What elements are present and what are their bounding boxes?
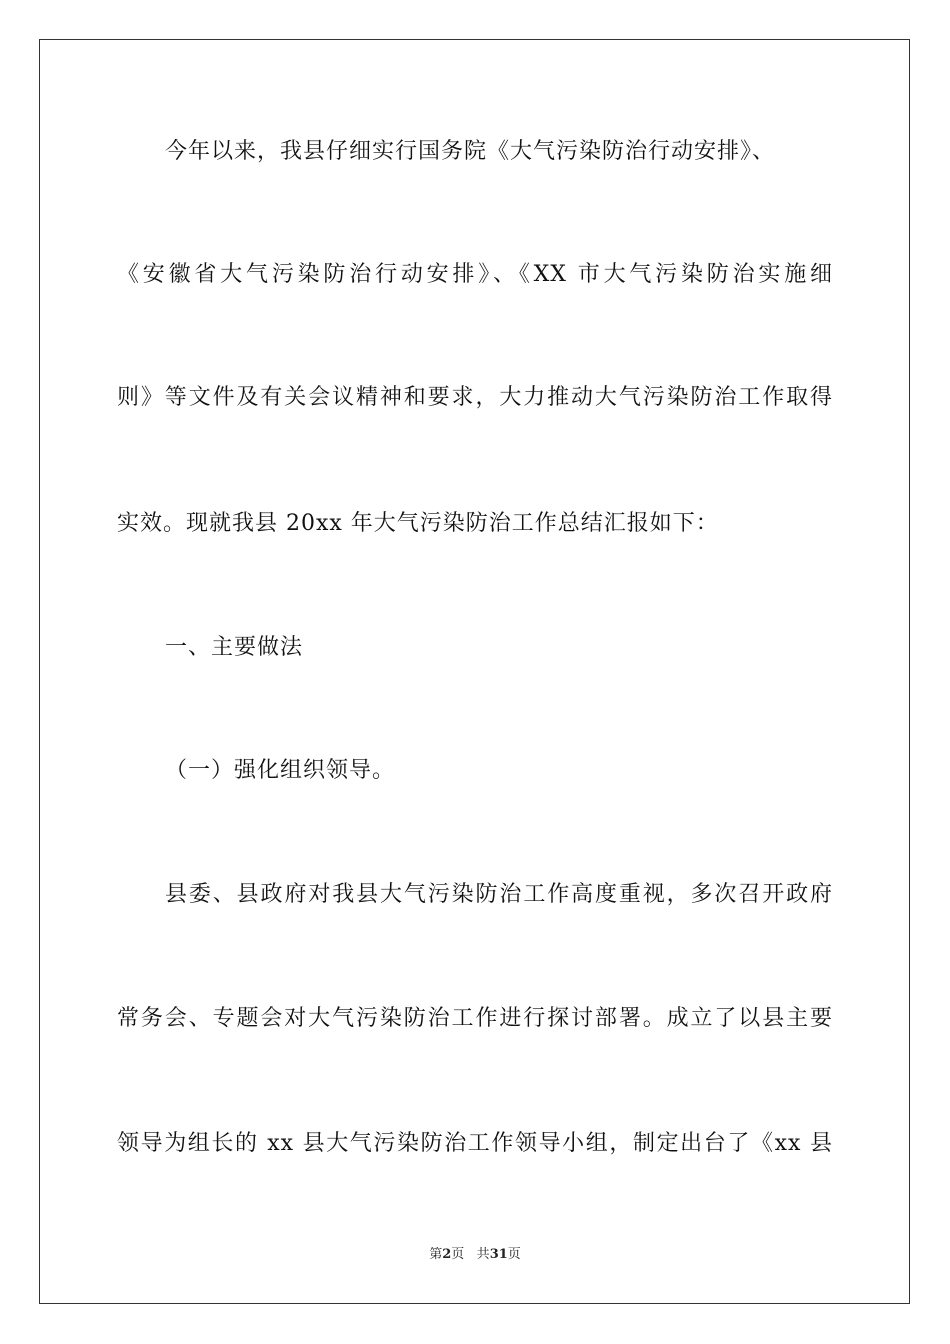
total-suffix: 页	[507, 1247, 521, 1262]
total-prefix: 共	[476, 1247, 490, 1262]
page-border	[39, 39, 910, 1304]
paragraph-2-line-1: 县委、县政府对我县大气污染防治工作高度重视，多次召开政府	[165, 882, 833, 907]
subsection-heading: （一）强化组织领导。	[165, 758, 396, 783]
paragraph-2-line-2: 常务会、专题会对大气污染防治工作进行探讨部署。成立了以县主要	[117, 1006, 833, 1031]
page-prefix: 第	[429, 1247, 443, 1262]
section-heading: 一、主要做法	[165, 635, 304, 660]
page-suffix: 页	[451, 1247, 465, 1262]
paragraph-1-line-4: 实效。现就我县 20xx 年大气污染防治工作总结汇报如下：	[117, 511, 719, 536]
page-footer	[0, 1246, 950, 1264]
paragraph-1-line-1: 今年以来，我县仔细实行国务院《大气污染防治行动安排》、	[165, 139, 776, 164]
paragraph-2-line-3: 领导为组长的 xx 县大气污染防治工作领导小组，制定出台了《xx 县	[117, 1131, 833, 1156]
total-pages: 31	[489, 1247, 508, 1262]
paragraph-1-line-3: 则》等文件及有关会议精神和要求，大力推动大气污染防治工作取得	[117, 385, 833, 410]
page-number: 2	[442, 1247, 452, 1262]
paragraph-1-line-2: 《安徽省大气污染防治行动安排》、《XX 市大气污染防治实施细	[117, 262, 833, 287]
